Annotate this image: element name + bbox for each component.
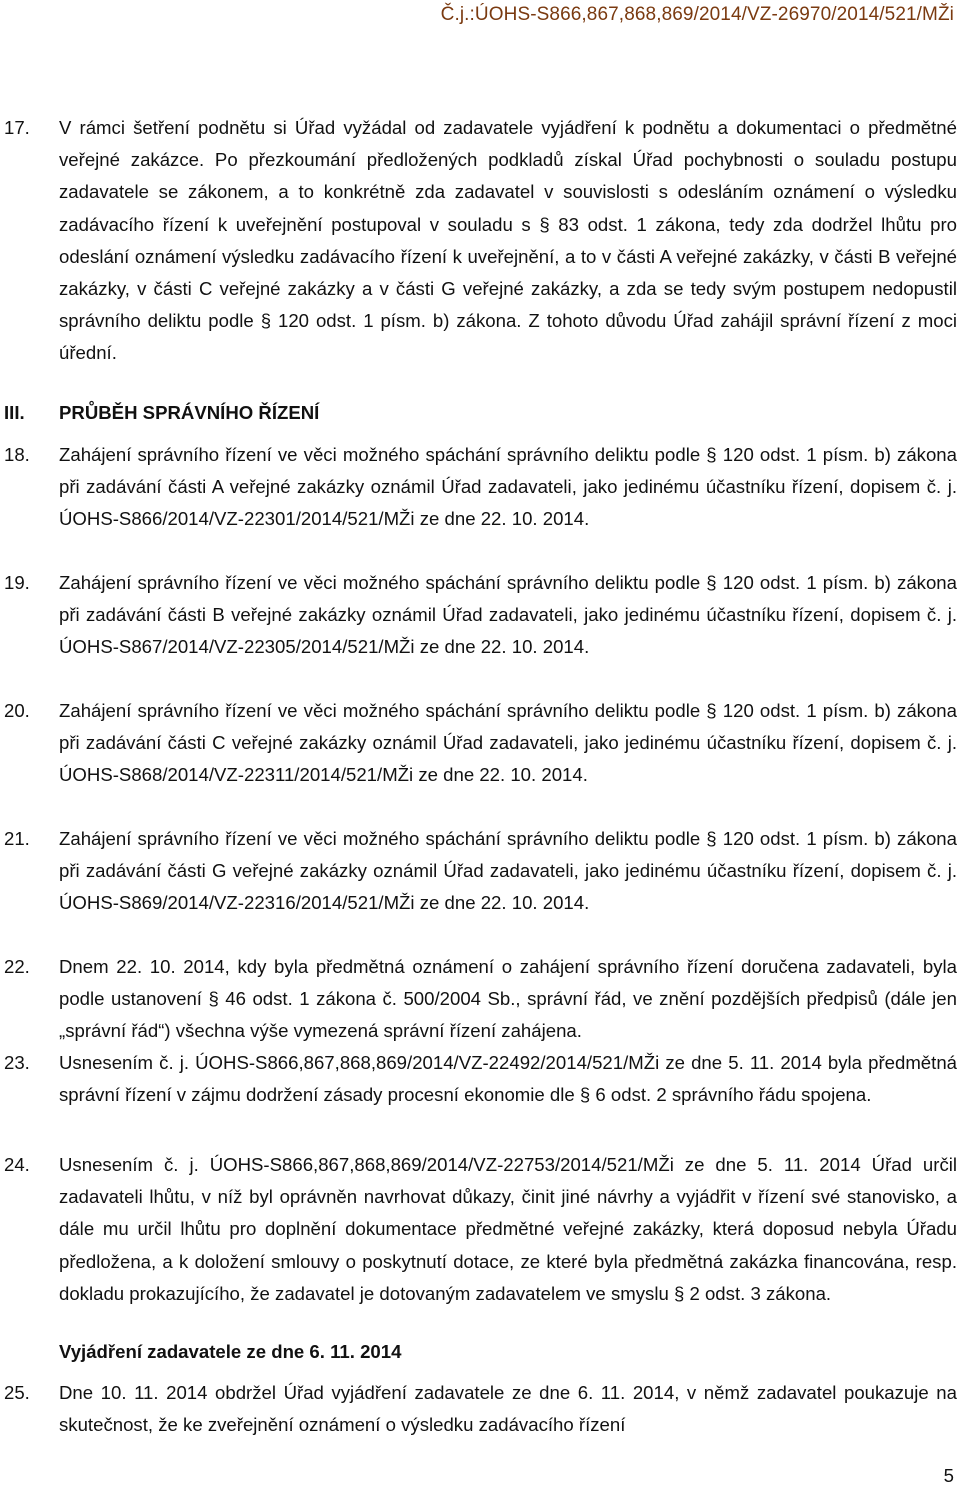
paragraph-text: Dne 10. 11. 2014 obdržel Úřad vyjádření zadavatele ze dne 6. 11. 2014, v němž zadavatel poukazuje na skutečnost, že ke zveřejnění oznámení o výsledku zadávacího řízení (59, 1382, 957, 1436)
paragraph-20 (0, 695, 957, 792)
paragraph-text: Zahájení správního řízení ve věci možného spáchání správního deliktu podle § 120 odst. 1 písm. b) zákona při zadávání části A veřejné zakázky oznámil Úřad zadavateli, jako jedinému účastníku řízení, dopisem č. j. ÚOHS-S866/2014/VZ-22301/2014/521/MŽi ze dne 22. 10. 2014. (59, 444, 957, 530)
paragraph-19 (0, 567, 957, 664)
paragraph-23 (0, 1047, 957, 1111)
section-number: III. (4, 402, 25, 423)
paragraph-number: 19. (4, 572, 30, 593)
paragraph-25 (0, 1377, 957, 1441)
paragraph-number: 21. (4, 828, 30, 849)
paragraph-22 (0, 951, 957, 1048)
paragraph-text: Zahájení správního řízení ve věci možného spáchání správního deliktu podle § 120 odst. 1 písm. b) zákona při zadávání části G veřejné zakázky oznámil Úřad zadavateli, jako jedinému účastníku řízení, dopisem č. j. ÚOHS-S869/2014/VZ-22316/2014/521/MŽi ze dne 22. 10. 2014. (59, 828, 957, 914)
subheading-text: Vyjádření zadavatele ze dne 6. 11. 2014 (59, 1341, 402, 1362)
paragraph-number: 20. (4, 700, 30, 721)
paragraph-number: 22. (4, 956, 30, 977)
paragraph-text: Zahájení správního řízení ve věci možného spáchání správního deliktu podle § 120 odst. 1 písm. b) zákona při zadávání části C veřejné zakázky oznámil Úřad zadavateli, jako jedinému účastníku řízení, dopisem č. j. ÚOHS-S868/2014/VZ-22311/2014/521/MŽi ze dne 22. 10. 2014. (59, 700, 957, 786)
paragraph-text: Usnesením č. j. ÚOHS-S866,867,868,869/2014/VZ-22492/2014/521/MŽi ze dne 5. 11. 2014 byla předmětná správní řízení v zájmu dodržení zásady procesní ekonomie dle § 6 odst. 2 správního řádu spojena. (59, 1052, 957, 1106)
paragraph-text: Zahájení správního řízení ve věci možného spáchání správního deliktu podle § 120 odst. 1 písm. b) zákona při zadávání části B veřejné zakázky oznámil Úřad zadavateli, jako jedinému účastníku řízení, dopisem č. j. ÚOHS-S867/2014/VZ-22305/2014/521/MŽi ze dne 22. 10. 2014. (59, 572, 957, 658)
paragraph-text: Dnem 22. 10. 2014, kdy byla předmětná oznámení o zahájení správního řízení doručena zadavateli, byla podle ustanovení § 46 odst. 1 zákona č. 500/2004 Sb., správní řád, ve znění pozdějších předpisů (dále jen „správní řád“) všechna výše vymezená správní řízení zahájena. (59, 956, 957, 1042)
paragraph-18 (0, 439, 957, 536)
document-reference-number: Č.j.:ÚOHS-S866,867,868,869/2014/VZ-26970/2014/521/MŽi (440, 4, 954, 25)
paragraph-text: V rámci šetření podnětu si Úřad vyžádal od zadavatele vyjádření k podnětu a dokumentaci o předmětné veřejné zakázce. Po přezkoumání předložených podkladů získal Úřad pochybnosti o souladu postupu zadavatele se zákonem, a to konkrétně zda zadavatel v souvislosti s odesláním oznámení o výsledku zadávacího řízení k uveřejnění postupoval v souladu s § 83 odst. 1 zákona, tedy zda dodržel lhůtu pro odeslání oznámení výsledku zadávacího řízení k uveřejnění, a to v části A veřejné zakázky, v části B veřejné zakázky, v části C veřejné zakázky a v části G veřejné zakázky, a zda se tedy svým postupem nedopustil správního deliktu podle § 120 odst. 1 písm. b) zákona. Z tohoto důvodu Úřad zahájil správní řízení z moci úřední. (59, 117, 957, 364)
page-number: 5 (943, 1465, 954, 1486)
paragraph-text: Usnesením č. j. ÚOHS-S866,867,868,869/2014/VZ-22753/2014/521/MŽi ze dne 5. 11. 2014 Úřad určil zadavateli lhůtu, v níž byl oprávněn navrhovat důkazy, činit jiné návrhy a vyjádřit v řízení své stanovisko, a dále mu určil lhůtu pro doplnění dokumentace předmětné veřejné zakázky, která doposud nebyla Úřadu předložena, a k doložení smlouvy o poskytnutí dotace, ze které byla předmětná zakázka financována, resp. dokladu prokazujícího, že zadavatel je dotovaným zadavatelem ve smyslu § 2 odst. 3 zákona. (59, 1154, 957, 1304)
paragraph-number: 17. (4, 117, 30, 138)
paragraph-number: 24. (4, 1154, 30, 1175)
paragraph-number: 18. (4, 444, 30, 465)
section-heading (0, 397, 957, 429)
paragraph-21 (0, 823, 957, 920)
paragraph-number: 25. (4, 1382, 30, 1403)
subheading (0, 1336, 957, 1368)
paragraph-17 (0, 112, 957, 370)
section-heading-text: PRŮBĚH SPRÁVNÍHO ŘÍZENÍ (59, 402, 320, 423)
paragraph-24 (0, 1149, 957, 1310)
paragraph-number: 23. (4, 1052, 30, 1073)
